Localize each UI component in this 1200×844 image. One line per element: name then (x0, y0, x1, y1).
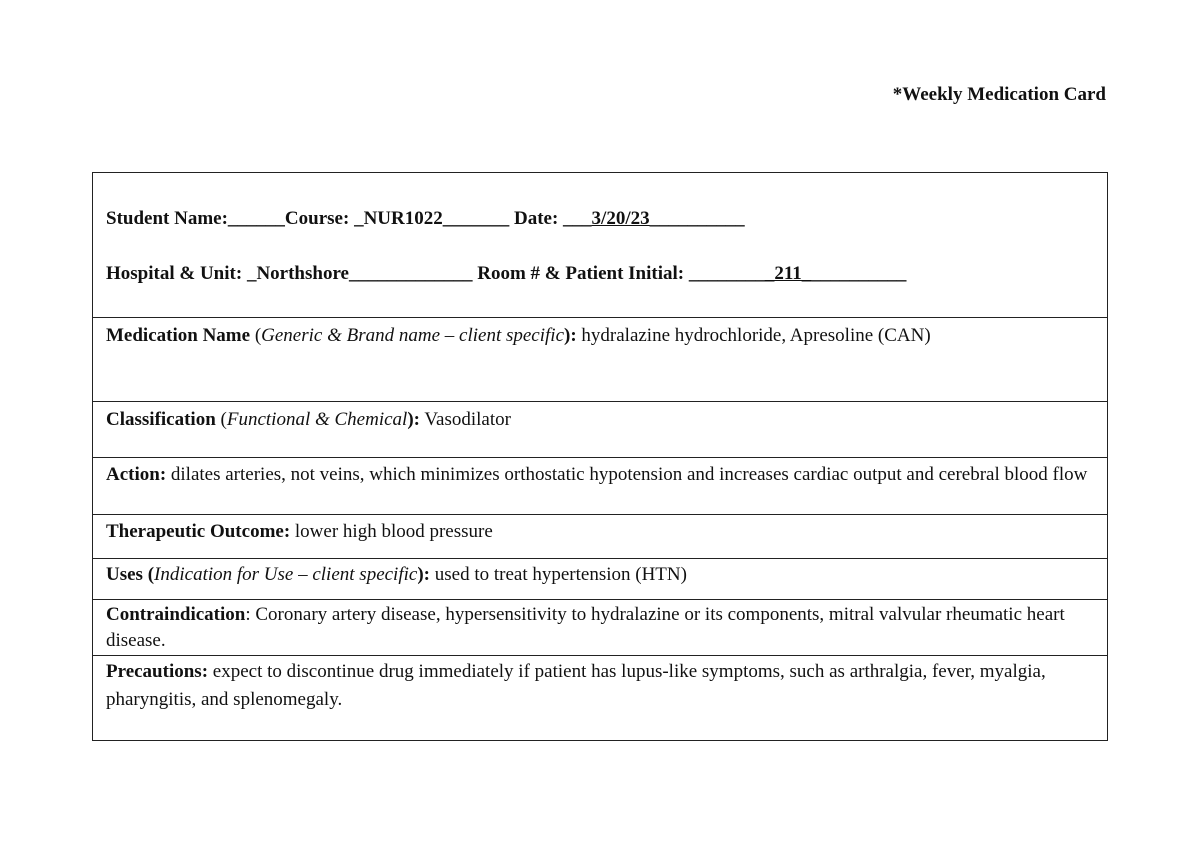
uses-qualifier: Indication for Use – client specific (154, 564, 418, 585)
action-row (93, 458, 1107, 515)
therapeutic-outcome-value: lower high blood pressure (290, 521, 493, 542)
date-label: Date: (509, 208, 564, 229)
precautions-value: expect to discontinue drug immediately if patient has lupus-like symptoms, such as arthralgia, fever, myalgia, pharyngitis, and splenomegaly. (106, 661, 1046, 710)
uses-value: used to treat hypertension (HTN) (430, 564, 687, 585)
uses-label: Uses (106, 564, 143, 585)
medication-name-label: Medication Name (106, 325, 251, 346)
student-course-date-line (106, 205, 1095, 232)
medication-name-value: hydralazine hydrochloride, Apresoline (CAN) (576, 325, 931, 346)
action-value: dilates arteries, not veins, which minimizes orthostatic hypotension and increases cardiac output and cerebral blood flow (166, 464, 1088, 485)
precautions-row (93, 656, 1107, 740)
medication-card (92, 172, 1108, 741)
room-blank-before: ________ (688, 263, 765, 284)
hospital-unit-label: Hospital & Unit: (106, 263, 247, 284)
contraindication-row (93, 600, 1107, 656)
therapeutic-outcome-label: Therapeutic Outcome: (106, 521, 291, 542)
medication-qualifier-close: ): (564, 325, 577, 346)
course-value: _NUR1022_______ (354, 208, 510, 229)
room-value: _211_ (764, 263, 812, 284)
medication-qualifier: Generic & Brand name – client specific (261, 325, 564, 346)
student-name-label: Student Name: (106, 208, 228, 229)
hospital-unit-value: _Northshore_____________ (246, 263, 473, 284)
classification-row (93, 402, 1107, 458)
date-blank-before: ___ (563, 208, 592, 229)
classification-qualifier-close: ): (407, 409, 420, 430)
precautions-label: Precautions: (106, 661, 209, 682)
card-header-section (93, 173, 1107, 318)
classification-label: Classification (106, 409, 216, 430)
classification-value: Vasodilator (420, 409, 511, 430)
student-name-blank: ______ (227, 208, 285, 229)
contraindication-label: Contraindication (106, 604, 246, 625)
room-blank-after: __________ (811, 263, 907, 284)
hospital-room-line (106, 260, 1095, 287)
room-patient-label: Room # & Patient Initial: (472, 263, 689, 284)
contraindication-value: : Coronary artery disease, hypersensitivity to hydralazine or its components, mitral valvular rheumatic heart disease. (106, 604, 1065, 651)
classification-qualifier-open: ( (215, 409, 227, 430)
course-label: Course: (284, 208, 355, 229)
date-value: 3/20/23 (591, 208, 650, 229)
medication-name-row (93, 318, 1107, 402)
uses-qualifier-open: ( (142, 564, 155, 585)
uses-qualifier-close: ): (417, 564, 430, 585)
uses-row (93, 559, 1107, 600)
medication-qualifier-open: ( (250, 325, 262, 346)
classification-qualifier: Functional & Chemical (226, 409, 408, 430)
date-blank-after: __________ (649, 208, 745, 229)
therapeutic-outcome-row (93, 515, 1107, 559)
action-label: Action: (106, 464, 167, 485)
document-title: *Weekly Medication Card (892, 84, 1106, 105)
